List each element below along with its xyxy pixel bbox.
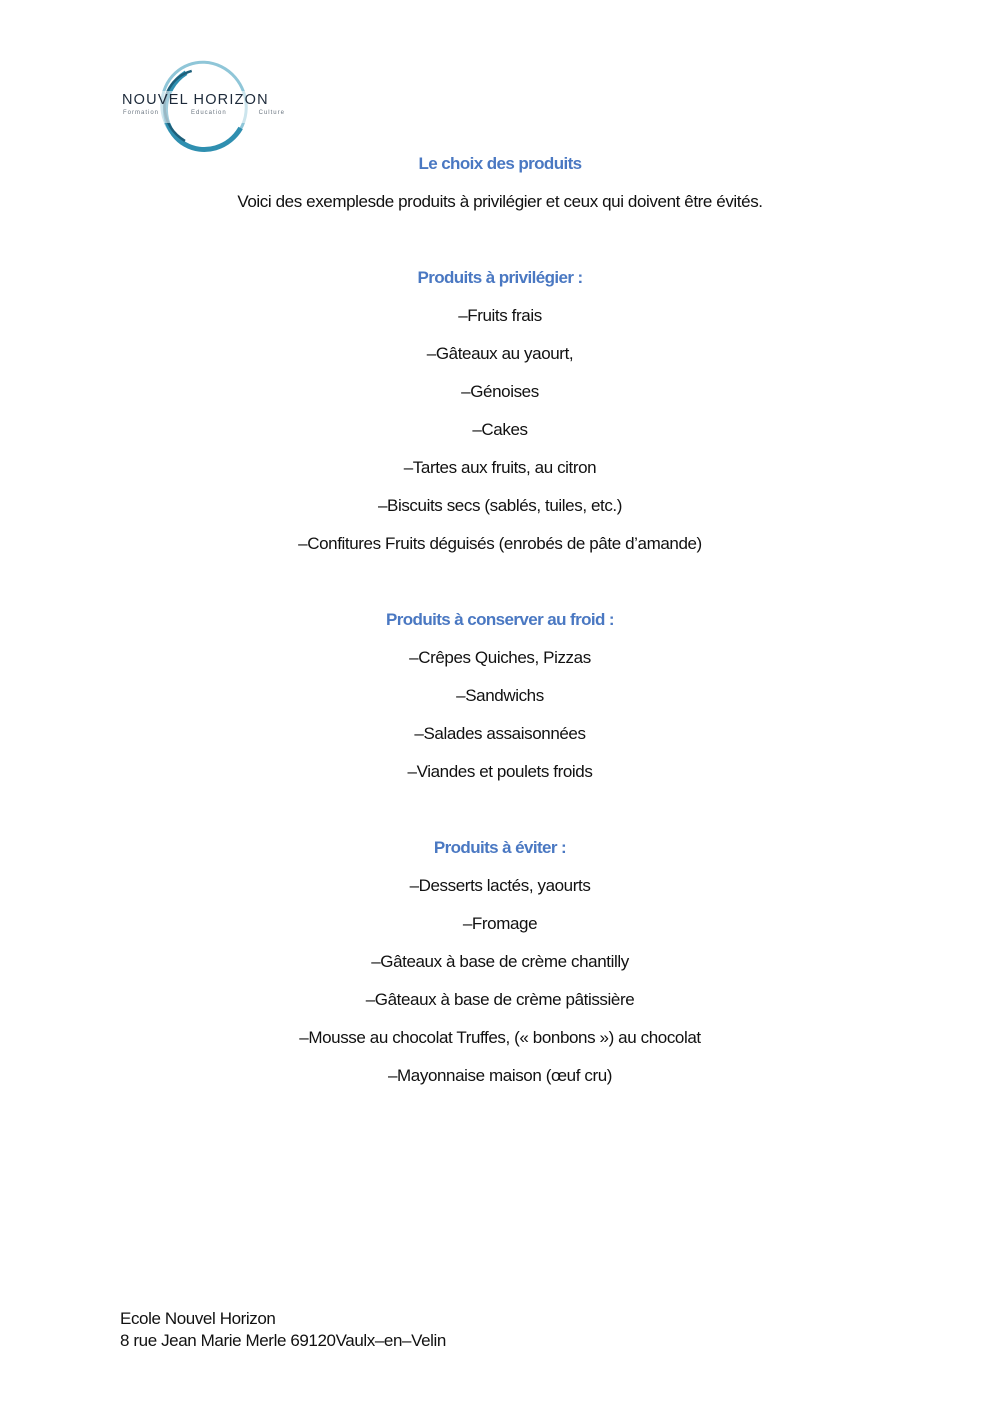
footer-street-address: 8 rue Jean Marie Merle 69120Vaulx–en–Velin [120, 1331, 446, 1350]
list-item: –Tartes aux fruits, au citron [403, 458, 597, 477]
product-list [0, 872, 1000, 1090]
logo-tagline-item: Formation [123, 110, 160, 116]
list-item: –Confitures Fruits déguisés (enrobés de pâte d’amande) [298, 534, 702, 553]
list-item: –Fromage [462, 914, 538, 933]
footer-address [120, 1308, 446, 1352]
list-item: –Desserts lactés, yaourts [409, 876, 591, 895]
list-item: –Biscuits secs (sablés, tuiles, etc.) [377, 496, 623, 515]
list-item: –Mayonnaise maison (œuf cru) [387, 1066, 613, 1085]
list-item: –Sandwichs [456, 686, 544, 705]
logo-tagline-item: Education [190, 110, 227, 116]
list-item: –Cakes [472, 420, 528, 439]
list-item: –Gâteaux à base de crème pâtissière [365, 990, 635, 1009]
document-body [0, 150, 1000, 1138]
footer-school-name: Ecole Nouvel Horizon [120, 1309, 276, 1328]
list-item: –Gâteaux à base de crème chantilly [371, 952, 629, 971]
list-item: –Crêpes Quiches, Pizzas [409, 648, 591, 667]
list-item: –Gâteaux au yaourt, [426, 344, 574, 363]
list-item: –Salades assaisonnées [414, 724, 586, 743]
section-refrigerated-products [0, 606, 1000, 786]
section-heading: Produits à privilégier : [417, 268, 583, 287]
logo-tagline [123, 110, 285, 116]
product-list [0, 302, 1000, 558]
page-title: Le choix des produits [418, 154, 582, 173]
section-recommended-products [0, 264, 1000, 558]
list-item: –Génoises [461, 382, 539, 401]
section-avoid-products [0, 834, 1000, 1090]
list-item: –Mousse au chocolat Truffes, (« bonbons ») au chocolat [299, 1028, 701, 1047]
section-heading: Produits à éviter : [433, 838, 567, 857]
logo-tagline-item: Culture [258, 110, 285, 116]
list-item: –Viandes et poulets froids [407, 762, 593, 781]
logo-name: NOUVEL HORIZON [122, 92, 269, 108]
intro-paragraph: Voici des exemplesde produits à privilégier et ceux qui doivent être évités. [237, 192, 763, 211]
logo [118, 58, 290, 156]
product-list [0, 644, 1000, 786]
section-heading: Produits à conserver au froid : [386, 610, 614, 629]
list-item: –Fruits frais [458, 306, 542, 325]
